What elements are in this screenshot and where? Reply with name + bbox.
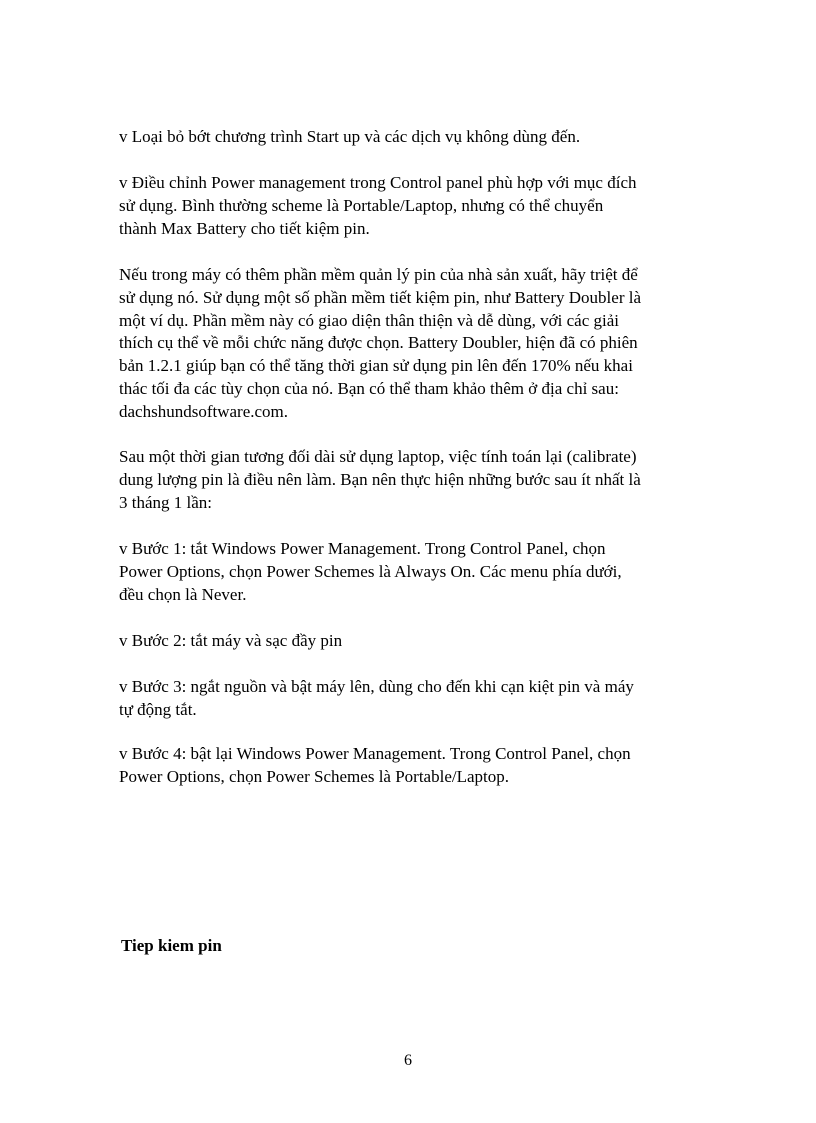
paragraph-line: 3 tháng 1 lần: [119,492,213,512]
page-number: 6 [404,1052,412,1069]
paragraph-line: v Loại bỏ bớt chương trình Start up và các dịch vụ không dùng đến. [119,127,581,146]
paragraph-line: thích cụ thể về mỗi chức năng được chọn. Battery Doubler, hiện đã có phiên [119,333,638,353]
paragraph-line: dung lượng pin là điều nên làm. Bạn nên thực hiện những bước sau ít nhất là [119,469,641,489]
paragraph-power-management [119,172,699,240]
paragraph-line: sử dụng. Bình thường scheme là Portable/Laptop, nhưng có thể chuyển [119,195,604,215]
paragraph-battery-software [119,264,699,424]
paragraph-line: Sau một thời gian tương đối dài sử dụng laptop, việc tính toán lại (calibrate) [119,447,637,466]
paragraph-line: thành Max Battery cho tiết kiệm pin. [119,218,370,238]
paragraph-line: v Bước 1: tắt Windows Power Management. Trong Control Panel, chọn [119,539,606,558]
paragraph-line: v Bước 4: bật lại Windows Power Management. Trong Control Panel, chọn [119,744,631,763]
paragraph-line: Nếu trong máy có thêm phần mềm quản lý pin của nhà sản xuất, hãy triệt để [119,265,638,284]
paragraph-startup [119,126,699,149]
paragraph-line: v Điều chỉnh Power management trong Control panel phù hợp với mục đích [119,173,637,192]
section-heading: Tiep kiem pin [121,936,222,955]
paragraph-line: bản 1.2.1 giúp bạn có thể tăng thời gian sử dụng pin lên đến 170% nếu khai [119,356,633,376]
paragraph-step-1 [119,538,699,606]
paragraph-line: Power Options, chọn Power Schemes là Portable/Laptop. [119,766,509,786]
paragraph-line: đều chọn là Never. [119,584,247,604]
paragraph-line: Power Options, chọn Power Schemes là Always On. Các menu phía dưới, [119,561,622,581]
paragraph-line: một ví dụ. Phần mềm này có giao diện thân thiện và dễ dùng, với các giải [119,310,619,330]
paragraph-line: v Bước 2: tắt máy và sạc đầy pin [119,631,343,650]
paragraph-line: sử dụng nó. Sử dụng một số phần mềm tiết kiệm pin, như Battery Doubler là [119,287,642,307]
paragraph-calibrate [119,446,699,514]
paragraph-line: thác tối đa các tùy chọn của nó. Bạn có thể tham khảo thêm ở địa chỉ sau: [119,378,619,398]
paragraph-step-3 [119,676,699,722]
paragraph-step-4 [119,743,699,789]
paragraph-line: v Bước 3: ngắt nguồn và bật máy lên, dùng cho đến khi cạn kiệt pin và máy [119,677,634,696]
paragraph-line: tự động tắt. [119,699,197,719]
paragraph-step-2 [119,630,699,653]
paragraph-line: dachshundsoftware.com. [119,401,289,421]
